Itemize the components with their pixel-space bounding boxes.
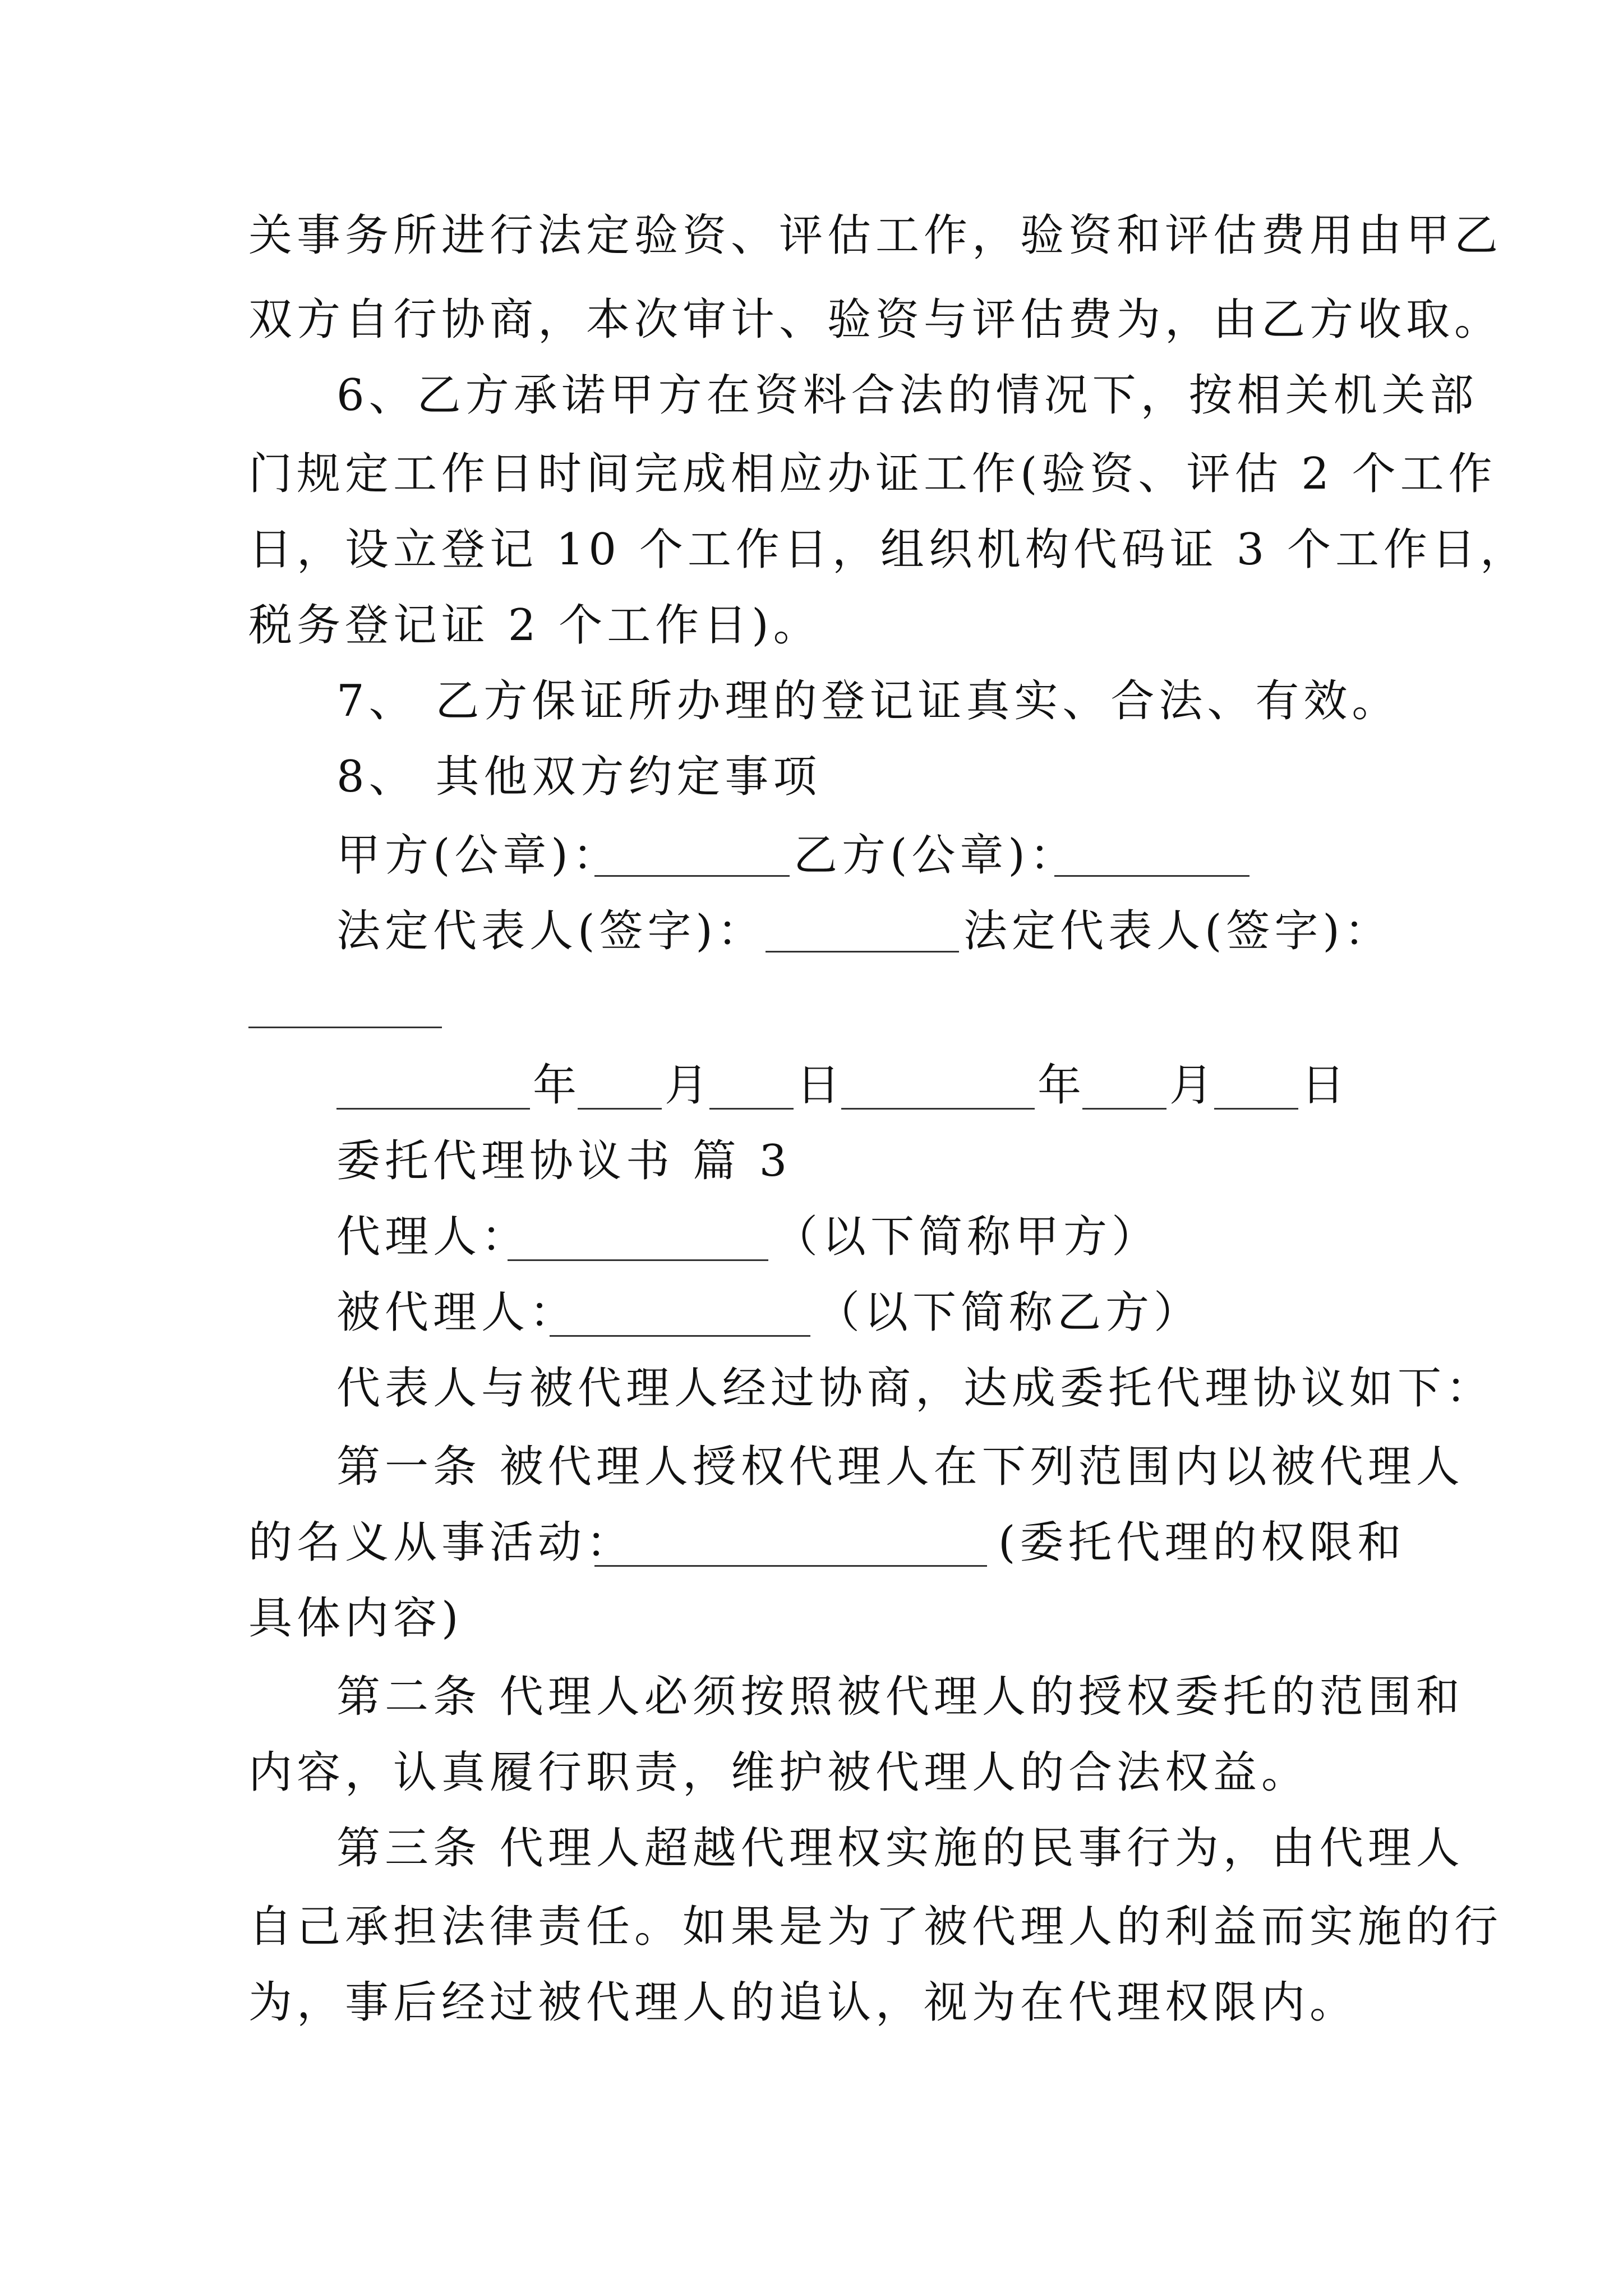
paragraph-line: (委托代理的权限和 <box>998 1517 1406 1568</box>
paragraph-line: 代表人与被代理人经过协商，达成委托代理协议如下： <box>336 1363 1495 1414</box>
date-blank <box>1214 1108 1298 1110</box>
paragraph-line: 税务登记证 2 个工作日)。 <box>248 600 822 651</box>
scope-blank <box>594 1565 987 1567</box>
paragraph-line: 自己承担法律责任。如果是为了被代理人的利益而实施的行 <box>248 1902 1503 1952</box>
signature-blank <box>594 875 790 877</box>
paragraph-line: 门规定工作日时间完成相应办证工作(验资、评估 2 个工作 <box>248 449 1497 499</box>
date-day-label: 日 <box>796 1060 845 1111</box>
date-blank <box>578 1108 662 1110</box>
date-blank <box>336 1108 530 1110</box>
date-year-label: 年 <box>533 1060 582 1111</box>
principal-label: 被代理人： <box>336 1287 578 1338</box>
party-a-seal-label: 甲方(公章)： <box>336 830 621 881</box>
paragraph-line: 7、 乙方保证所办理的登记证真实、合法、有效。 <box>336 676 1400 726</box>
paragraph-line: 日，设立登记 10 个工作日，组织机构代码证 3 个工作日， <box>248 524 1529 575</box>
signature-blank <box>248 1027 442 1028</box>
principal-note: （以下简称乙方） <box>816 1287 1202 1338</box>
date-year-label: 年 <box>1038 1060 1086 1111</box>
agent-note: （以下简称甲方） <box>774 1212 1160 1262</box>
date-blank <box>1082 1108 1166 1110</box>
section-title: 委托代理协议书 篇 3 <box>336 1136 792 1186</box>
agent-name-blank <box>508 1259 768 1261</box>
principal-name-blank <box>550 1335 810 1337</box>
party-b-seal-label: 乙方(公章)： <box>794 830 1078 881</box>
date-blank <box>709 1108 794 1110</box>
paragraph-line: 8、 其他双方约定事项 <box>336 752 822 802</box>
signature-blank <box>1054 875 1249 877</box>
paragraph-line: 双方自行协商，本次审计、验资与评估费为，由乙方收取。 <box>248 295 1503 345</box>
paragraph-line: 关事务所进行法定验资、评估工作，验资和评估费用由甲乙 <box>248 210 1503 261</box>
paragraph-line: 内容，认真履行职责，维护被代理人的合法权益。 <box>248 1747 1310 1798</box>
signature-blank <box>766 951 959 953</box>
paragraph-line: 为，事后经过被代理人的追认，视为在代理权限内。 <box>248 1977 1358 2028</box>
paragraph-line: 第三条 代理人超越代理权实施的民事行为，由代理人 <box>336 1823 1464 1874</box>
party-b-rep-label: 法定代表人(签字)： <box>963 906 1393 956</box>
paragraph-line: 的名义从事活动： <box>248 1517 635 1568</box>
date-month-label: 月 <box>1169 1060 1218 1111</box>
agent-label: 代理人： <box>336 1212 530 1262</box>
date-month-label: 月 <box>665 1060 713 1111</box>
paragraph-line: 第二条 代理人必须按照被代理人的授权委托的范围和 <box>336 1672 1464 1722</box>
date-day-label: 日 <box>1301 1060 1350 1111</box>
party-a-rep-label: 法定代表人(签字)： <box>336 906 766 956</box>
paragraph-line: 具体内容) <box>248 1593 463 1644</box>
paragraph-line: 第一条 被代理人授权代理人在下列范围内以被代理人 <box>336 1442 1464 1492</box>
date-blank <box>841 1108 1035 1110</box>
paragraph-line: 6、乙方承诺甲方在资料合法的情况下，按相关机关部 <box>336 370 1478 421</box>
